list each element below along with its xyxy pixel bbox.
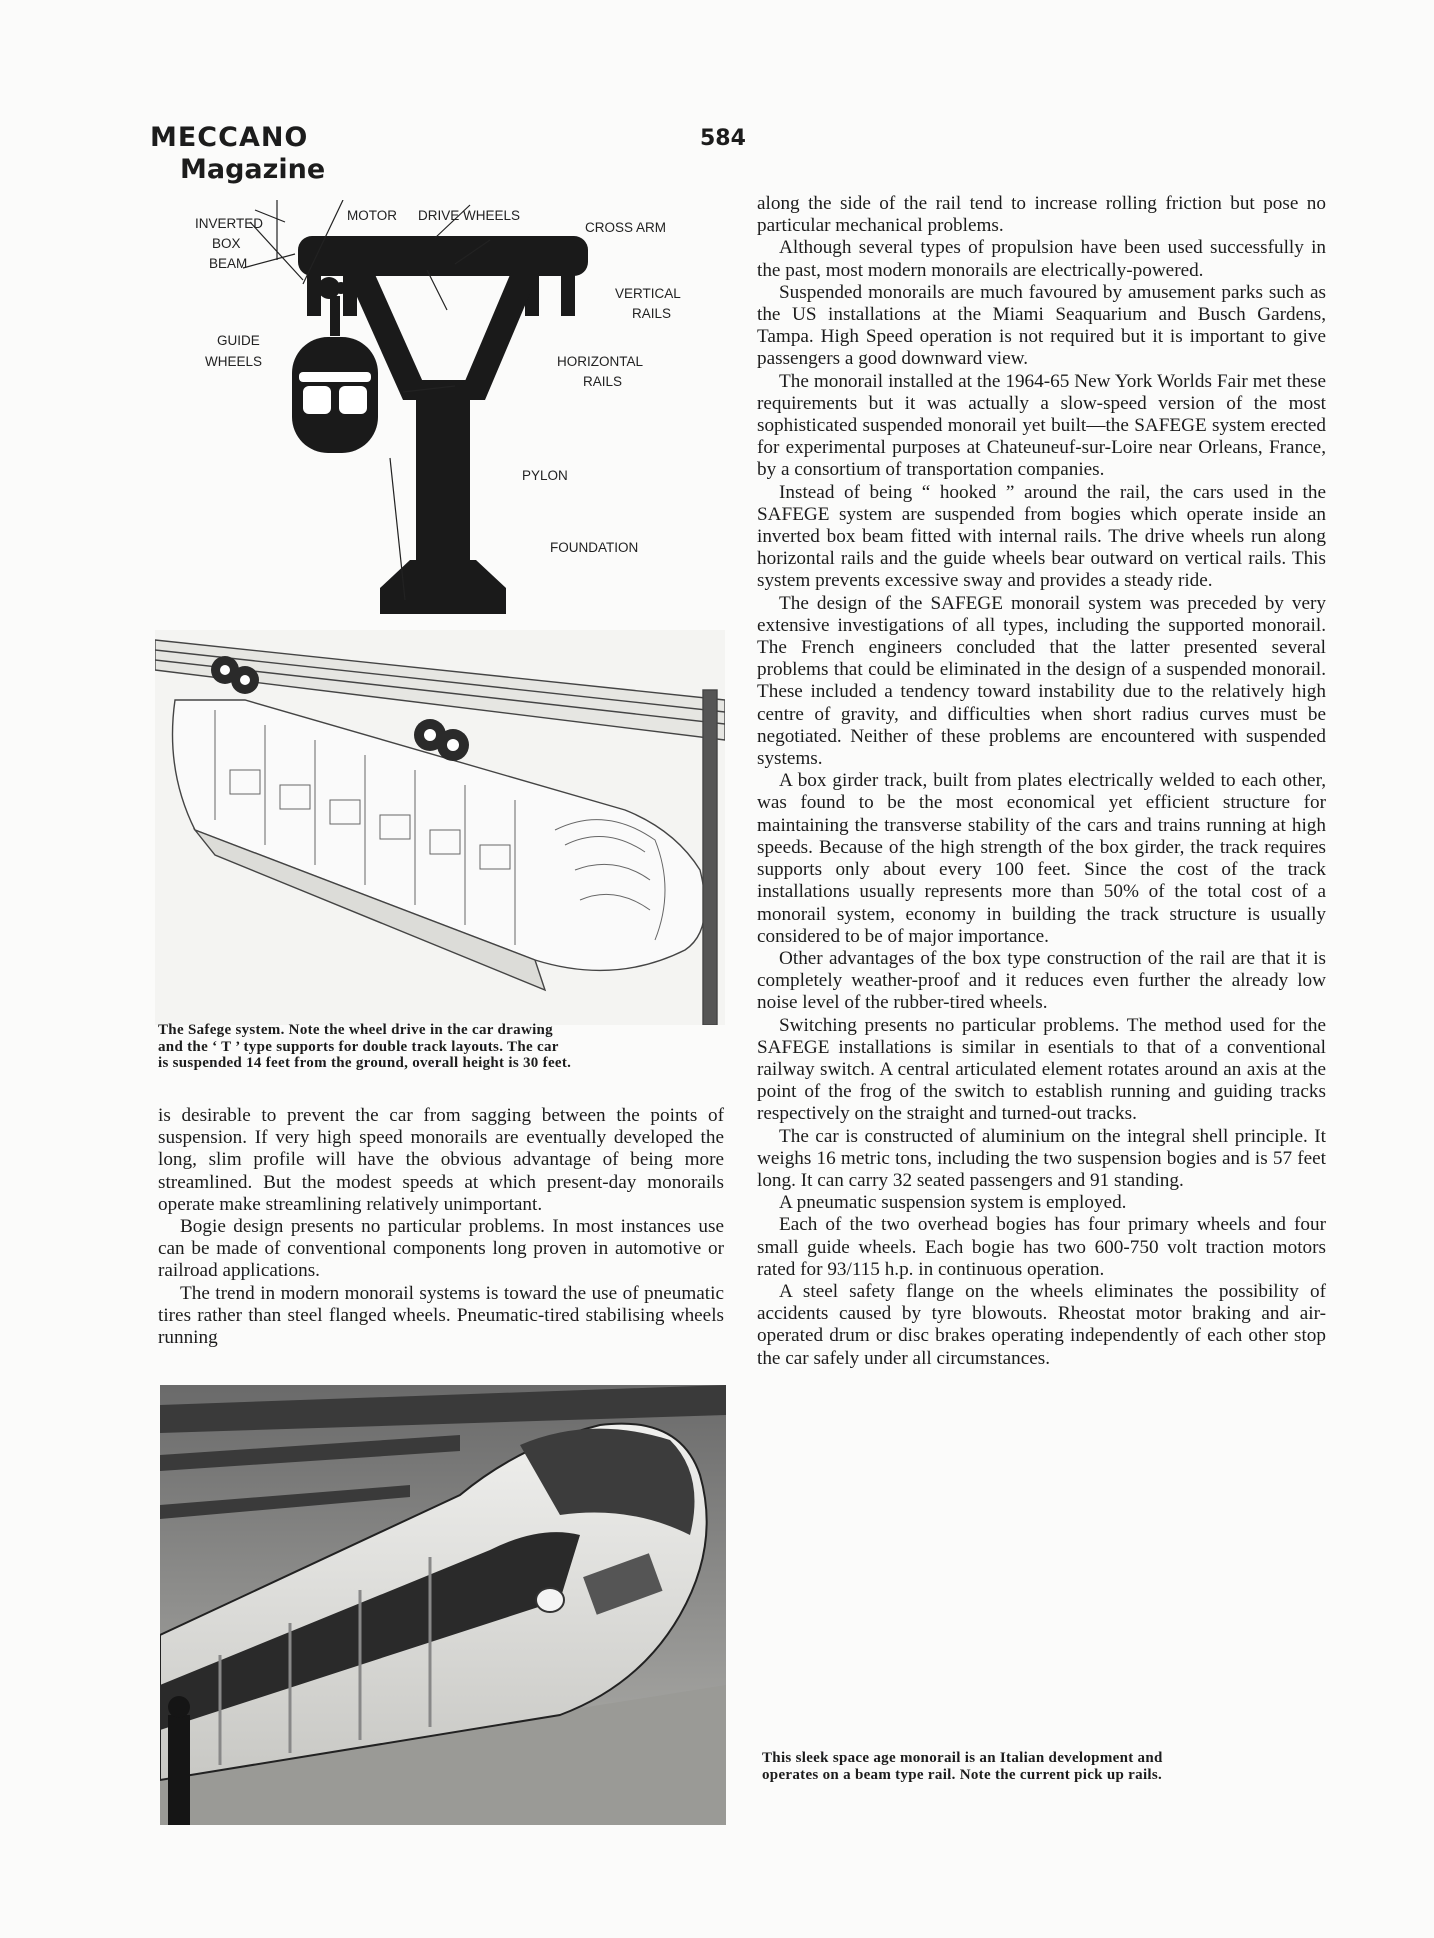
paragraph: A box girder track, built from plates electrically welded to each other, was found to be the most economical yet efficient structure for maintaining the transverse stability of the cars and trains running at high speeds. Because of the high strength of the box girder, the track requires supports only about every 100 feet. Since the cost of the track installations usually represents more than 50% of the total cost of a monorail system, economy in building the track structure is usually considered to be of major importance. — [757, 770, 1326, 947]
figure2-caption-line: This sleek space age monorail is an Italian development and — [762, 1750, 1163, 1766]
label-inverted: INVERTED — [195, 216, 264, 231]
label-drive-wheels: DRIVE WHEELS — [418, 208, 521, 223]
label-vertical: VERTICAL — [615, 286, 681, 301]
label-foundation: FOUNDATION — [550, 540, 639, 555]
paragraph: Suspended monorails are much favoured by amusement parks such as the US installations at the Miami Seaquarium and Busch Gardens, Tampa. High Speed operation is not required but it is important to give passengers a good downward view. — [757, 281, 1326, 370]
left-column — [158, 1105, 724, 1349]
label-guide: GUIDE — [217, 333, 260, 348]
figure2-caption-line: operates on a beam type rail. Note the current pick up rails. — [762, 1766, 1163, 1783]
cutaway-car-drawing — [155, 630, 725, 1025]
paragraph: Switching presents no particular problems. The method used for the SAFEGE installations is similar in esentials to that of a conventional railway switch. A central articulated element rotates around an axis at the point of the frog of the switch to establish running and guiding tracks respectively on the straight and turned-out tracks. — [757, 1014, 1326, 1125]
figure1-caption-line: and the ‘ T ’ type supports for double track layouts. The car — [158, 1038, 559, 1055]
paragraph: is desirable to prevent the car from sagging between the points of suspension. If very high speed monorails are eventually developed the long, slim profile will have the obvious advantage of being more streamlined. But the modest speeds at which present-day monorails operate make streamlining relatively unimportant. — [158, 1105, 724, 1215]
monorail-photo — [160, 1385, 726, 1825]
paragraph: The car is constructed of aluminium on the integral shell principle. It weighs 16 metric tons, including the two suspension bogies and is 57 feet long. It can carry 32 seated passengers and 91 standing. — [757, 1125, 1326, 1191]
figure2-caption — [762, 1750, 1328, 1783]
pylon-column — [416, 380, 470, 590]
person-figure — [168, 1715, 190, 1825]
paragraph: along the side of the rail tend to increase rolling friction but pose no particular mechanical problems. — [757, 193, 1326, 237]
paragraph: Each of the two overhead bogies has four primary wheels and four small guide wheels. Each bogie has two 600-750 volt traction motors rated for 93/115 h.p. in continuous operation. — [757, 1214, 1326, 1280]
paragraph: The monorail installed at the 1964-65 New York Worlds Fair met these requirements but it was actually a slow-speed version of the most sophisticated suspended monorail yet built—the SAFEGE system erected for experimental purposes at Chateuneuf-sur-Loire near Orleans, France, by a consortium of transportation companies. — [757, 370, 1326, 481]
label-horizontal: HORIZONTAL — [557, 354, 644, 369]
paragraph: Other advantages of the box type construction of the rail are that it is completely weather-proof and it reduces even further the already low noise level of the rubber-tired wheels. — [757, 947, 1326, 1014]
support-pylon — [703, 690, 717, 1025]
paragraph: The trend in modern monorail systems is toward the use of pneumatic tires rather than steel flanged wheels. Pneumatic-tired stabilising wheels running — [158, 1282, 724, 1349]
masthead-line2: Magazine — [180, 154, 326, 185]
label-motor: MOTOR — [347, 208, 397, 223]
paragraph: A steel safety flange on the wheels eliminates the possibility of accidents caused by tyre blowouts. Rheostat motor braking and air-operated drum or disc brakes operating independently of each other stop the car safely under all circumstances. — [757, 1280, 1326, 1369]
label-vertical-rails: RAILS — [632, 306, 672, 321]
right-column — [757, 193, 1326, 1370]
figure1-caption-line: The Safege system. Note the wheel drive in the car drawing — [158, 1022, 553, 1038]
label-cross-arm: CROSS ARM — [585, 220, 667, 235]
masthead-line1: MECCANO — [150, 122, 309, 153]
paragraph: A pneumatic suspension system is employed. — [779, 1192, 1127, 1214]
label-beam: BEAM — [209, 256, 248, 271]
paragraph: Bogie design presents no particular problems. In most instances use can be made of conventional components long proven in automotive or railroad applications. — [158, 1216, 724, 1282]
page-number: 584 — [700, 126, 746, 151]
figure1-caption — [158, 1022, 724, 1072]
label-pylon: PYLON — [522, 468, 568, 483]
magazine-masthead — [150, 124, 325, 183]
label-box: BOX — [212, 236, 241, 251]
paragraph: The design of the SAFEGE monorail system was preceded by very extensive investigations of all types, including the supported monorail. The French engineers concluded that the latter presented several problems that could be eliminated in the design of a suspended monorail. These included a tendency toward instability due to the relatively high centre of gravity, and difficulties when short radius curves must be negotiated. Neither of these problems are encountered with suspended systems. — [757, 592, 1326, 770]
label-horizontal-rails: RAILS — [583, 374, 623, 389]
figure1-caption-line: is suspended 14 feet from the ground, overall height is 30 feet. — [158, 1055, 572, 1071]
label-wheels: WHEELS — [205, 354, 263, 369]
pylon-diagram — [195, 200, 705, 620]
paragraph: Although several types of propulsion have been used successfully in the past, most modern monorails are electrically-powered. — [757, 237, 1326, 281]
foundation-block — [380, 588, 506, 614]
paragraph: Instead of being “ hooked ” around the rail, the cars used in the SAFEGE system are suspended from bogies which operate inside an inverted box beam fitted with internal rails. The drive wheels run along horizontal rails and the guide wheels bear outward on vertical rails. This system prevents excessive sway and provides a steady ride. — [757, 481, 1326, 592]
